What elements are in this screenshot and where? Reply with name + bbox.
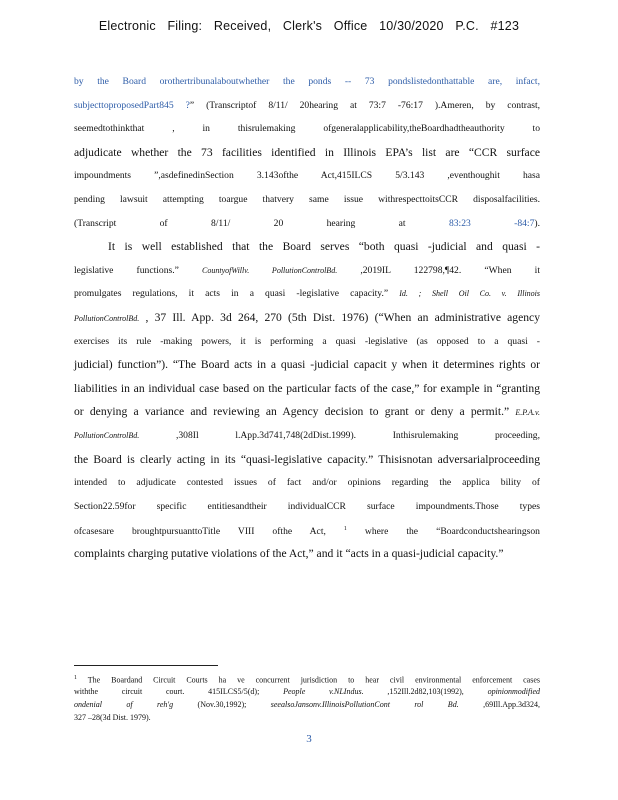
citation-text: ondenial of reh'g bbox=[74, 700, 174, 709]
text-segment: ,69Ill.App.3d324, bbox=[458, 700, 541, 709]
text-segment: 327 –28(3d Dist. 1979). bbox=[74, 713, 151, 722]
body-line bbox=[74, 424, 540, 448]
footnote-marker: 1 bbox=[343, 526, 347, 533]
text-segment: ,2019IL 122798,¶42. “When it bbox=[337, 264, 540, 276]
text-segment: (Nov.30,1992); bbox=[173, 700, 271, 709]
text-segment: withthe circuit court. 415ILCS5/5(d); bbox=[74, 687, 284, 696]
body-line bbox=[74, 188, 540, 212]
filing-stamp-header: Electronic Filing: Received, Clerk's Office 10/30/2020 P.C. #123 bbox=[98, 19, 520, 33]
text-segment[interactable]: subjecttoproposedPart845 ? bbox=[74, 99, 190, 111]
body-line bbox=[74, 471, 540, 495]
citation-text: PollutionControlBd. bbox=[74, 430, 140, 440]
body-line bbox=[74, 495, 540, 519]
footnote-line bbox=[74, 698, 540, 711]
text-segment: It is well established that the Board serves “both quasi -judicial and quasi - bbox=[108, 240, 540, 254]
text-segment: judicial) function”). “The Board acts in a quasi -judicial capacit y when it determines rights or bbox=[74, 358, 540, 372]
citation-text: opinionmodified bbox=[487, 687, 541, 696]
footnote-line bbox=[74, 685, 540, 698]
text-segment: the Board is clearly acting in its “quasi-legislative capacity.” Thisisnotan adversarialproceeding bbox=[74, 452, 540, 466]
text-segment[interactable]: 83:23 -84:7 bbox=[448, 217, 535, 229]
body-line bbox=[74, 70, 540, 94]
text-segment: , 37 Ill. App. 3d 264, 270 (5th Dist. 1976) (“When an administrative agency bbox=[139, 310, 540, 324]
document-body bbox=[74, 70, 540, 565]
citation-text: CountyofWillv. PollutionControlBd. bbox=[202, 265, 338, 275]
text-segment: adjudicate whether the 73 facilities identified in Illinois EPA’s list are “CCR surface bbox=[74, 145, 540, 159]
body-line bbox=[74, 542, 540, 566]
footnote-line bbox=[74, 711, 540, 724]
text-segment: where the “Boardconductshearingson bbox=[346, 526, 540, 538]
body-line bbox=[74, 353, 540, 377]
text-segment: complaints charging putative violations of the Act,” and it “acts in a quasi-judicial capacity.” bbox=[74, 546, 504, 560]
body-line bbox=[74, 518, 540, 542]
body-line bbox=[74, 282, 540, 306]
text-segment: ,152Ill.2d82,103(1992), bbox=[363, 687, 488, 696]
body-line bbox=[74, 94, 540, 118]
text-segment: ofcasesare broughtpursuanttoTitle VIII ofthe Act, bbox=[74, 526, 344, 538]
body-line bbox=[74, 164, 540, 188]
text-segment: or denying a variance and reviewing an Agency decision to grant or deny a permit.” bbox=[74, 405, 516, 419]
body-line bbox=[74, 141, 540, 165]
body-line bbox=[74, 377, 540, 401]
text-segment: exercises its rule -making powers, it is performing a quasi -legislative (as opposed to a quasi - bbox=[74, 335, 540, 347]
citation-text: Id. ; Shell Oil Co. v. Illinois bbox=[399, 289, 541, 299]
footnotes bbox=[74, 672, 540, 724]
text-segment: impoundments ”,asdefinedinSection 3.143ofthe Act,415ILCS 5/3.143 ,eventhoughit hasa bbox=[74, 170, 540, 182]
text-segment: Section22.59for specific entitiesandtheir individualCCR surface impoundments.Those types bbox=[74, 500, 540, 512]
text-segment: seemedtothinkthat , in thisrulemaking ofgeneralapplicability,theBoardhadtheauthority to bbox=[74, 123, 540, 135]
text-segment[interactable]: by the Board orothertribunalaboutwhether the ponds -- 73 pondslistedonthattable are, infact, bbox=[74, 76, 540, 87]
text-segment: promulgates regulations, it acts in a quasi -legislative capacity.” bbox=[74, 288, 400, 300]
text-segment: ,308Il l.App.3d741,748(2dDist.1999). Inthisrulemaking proceeding, bbox=[139, 429, 540, 441]
text-segment: pending lawsuit attempting toargue thatvery same issue withrespecttoitsCCR disposalfacilities. bbox=[74, 193, 540, 205]
body-line bbox=[74, 400, 540, 424]
text-segment: ). bbox=[534, 217, 540, 229]
body-line bbox=[74, 448, 540, 472]
text-segment: intended to adjudicate contested issues of fact and/or opinions regarding the applica bility of bbox=[74, 477, 540, 489]
footnote-divider bbox=[74, 665, 218, 666]
footnote-marker: 1 bbox=[74, 675, 77, 681]
text-segment: liabilities in an individual case based on the particular facts of the case,” for example in “granting bbox=[74, 381, 540, 395]
body-line bbox=[74, 259, 540, 283]
citation-text: E.P.A.v. bbox=[515, 408, 540, 418]
footnote-line bbox=[74, 672, 540, 685]
body-line bbox=[74, 235, 540, 259]
text-segment: (Transcript of 8/11/ 20 hearing at bbox=[74, 217, 449, 229]
body-line bbox=[74, 330, 540, 354]
body-line bbox=[74, 212, 540, 236]
text-segment: ” (Transcriptof 8/11/ 20hearing at 73:7 -76:17 ).Ameren, by contrast, bbox=[189, 99, 541, 111]
page-number: 3 bbox=[306, 733, 312, 745]
citation-text: PollutionControlBd. bbox=[74, 313, 140, 323]
citation-text: seealsoJansonv.IllinoisPollutionCont rol Bd. bbox=[270, 700, 459, 709]
text-segment: The Boardand Circuit Courts ha ve concurrent jurisdiction to hear civil environmental enforcement cases bbox=[77, 675, 540, 685]
body-line bbox=[74, 306, 540, 330]
body-line bbox=[74, 117, 540, 141]
citation-text: People v.NLIndus. bbox=[283, 687, 364, 696]
text-segment: legislative functions.” bbox=[74, 264, 203, 276]
